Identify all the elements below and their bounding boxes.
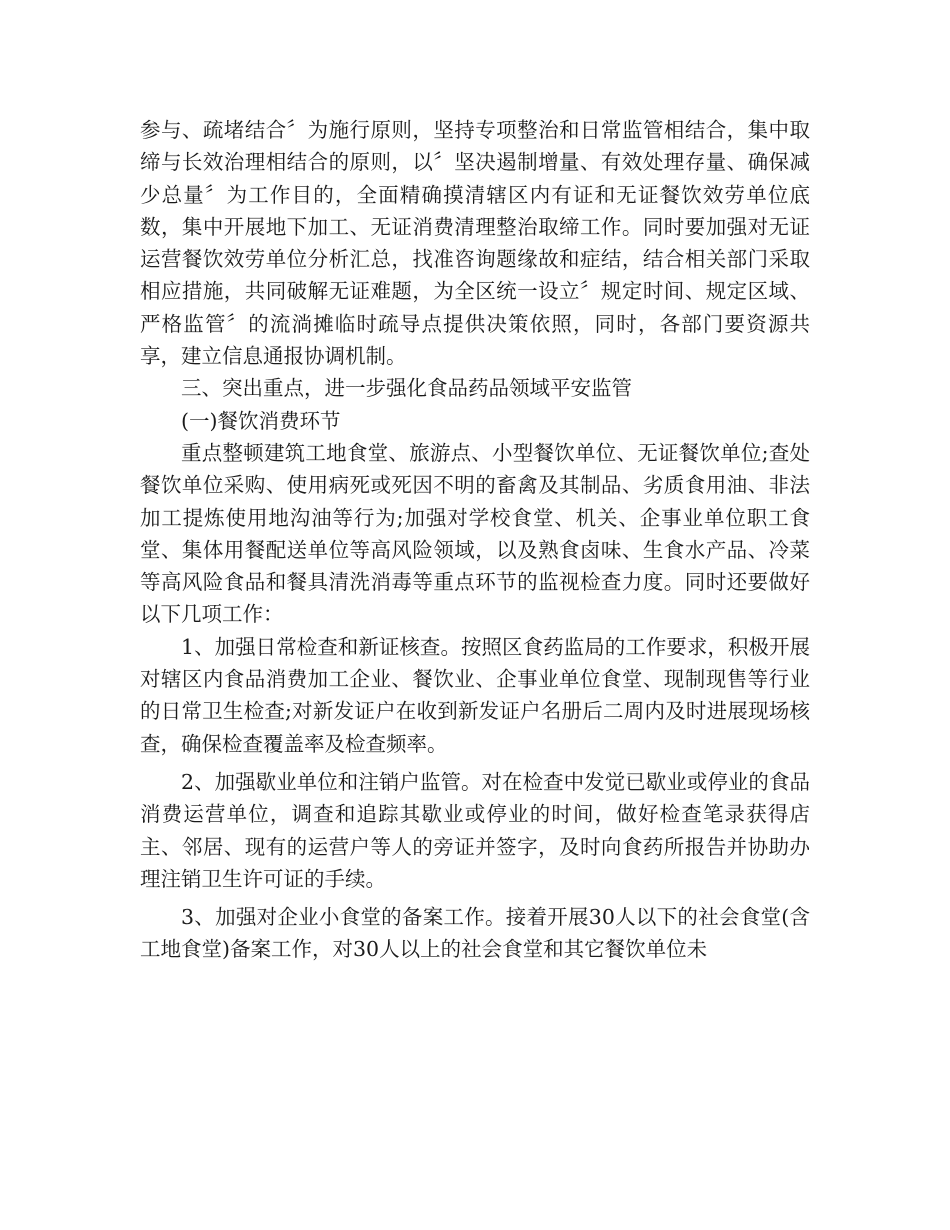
paragraph-continued: 参与、疏堵结合〞为施行原则，坚持专项整治和日常监管相结合，集中取缔与长效治理相结合的原则，以〞坚决遏制增量、有效处理存量、确保减少总量〞为工作目的，全面精确摸清辖区内有证和无证餐饮效劳单位底数，集中开展地下加工、无证消费清理整治取缔工作。同时要加强对无证运营餐饮效劳单位分析汇总，找准咨询题缘故和症结，结合相关部门采取相应措施，共同破解无证难题，为全区统一设立〞规定时间、规定区域、严格监管〞的流淌摊临时疏导点提供决策依照，同时，各部门要资源共享，建立信息通报协调机制。 xyxy=(140,118,810,369)
document-body xyxy=(140,114,810,966)
paragraph-item-1: 1、加强日常检查和新证核查。按照区食药监局的工作要求，积极开展对辖区内食品消费加工企业、餐饮业、企事业单位食堂、现制现售等行业的日常卫生检查;对新发证户在收到新发证户名册后二周内及时进展现场核查，确保检查覆盖率及检查频率。 xyxy=(140,634,810,756)
paragraph-item-2: 2、加强歇业单位和注销户监管。对在检查中发觉已歇业或停业的食品消费运营单位，调查和追踪其歇业或停业的时间，做好检查笔录获得店主、邻居、现有的运营户等人的旁证并签字，及时向食药所报告并协助办理注销卫生许可证的手续。 xyxy=(140,769,810,891)
subsection-heading: (一)餐饮消费环节 xyxy=(181,408,341,433)
paragraph-key-rectification: 重点整顿建筑工地食堂、旅游点、小型餐饮单位、无证餐饮单位;查处餐饮单位采购、使用病死或死因不明的畜禽及其制品、劣质食用油、非法加工提炼使用地沟油等行为;加强对学校食堂、机关、企事业单位职工食堂、集体用餐配送单位等高风险领域，以及熟食卤味、生食水产品、冷菜等高风险食品和餐具清洗消毒等重点环节的监视检查力度。同时还要做好以下几项工作： xyxy=(140,440,810,627)
section-heading: 三、突出重点，进一步强化食品药品领域平安监管 xyxy=(181,376,632,401)
paragraph-item-3: 3、加强对企业小食堂的备案工作。接着开展30人以下的社会食堂(含工地食堂)备案工作，对30人以上的社会食堂和其它餐饮单位未 xyxy=(140,905,810,962)
